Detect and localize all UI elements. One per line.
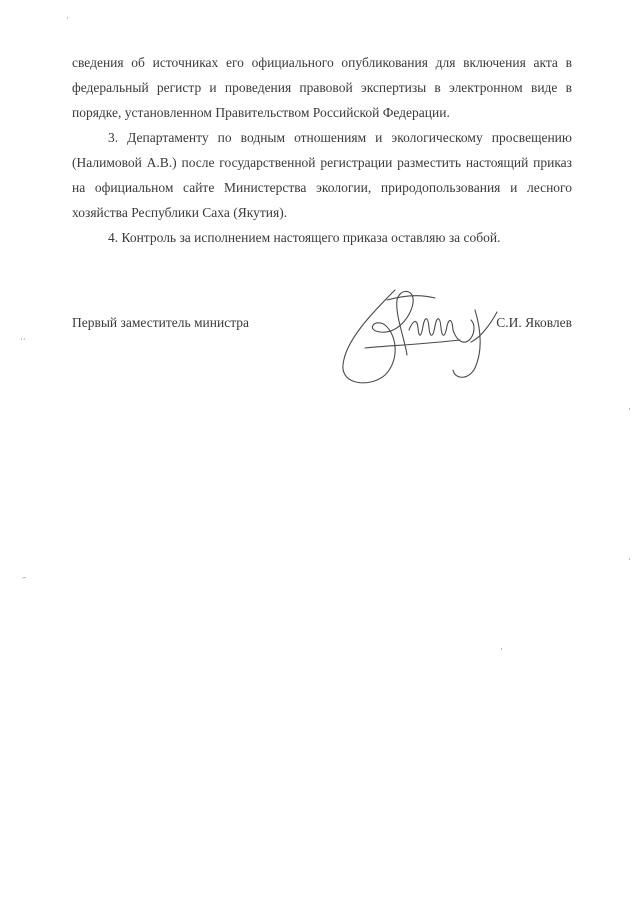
signatory-name: С.И. Яковлев: [496, 315, 572, 330]
paragraph-4: 4. Контроль за исполнением настоящего приказа оставляю за собой.: [108, 230, 501, 245]
scan-speck: ·: [500, 645, 503, 655]
scan-speck: ·: [628, 555, 631, 565]
scan-speck: ·: [628, 405, 631, 415]
document-body: [72, 50, 572, 250]
paragraph-continued: сведения об источниках его официального опубликования для включения акта в федеральный регистр и проведения правовой экспертизы в электронном виде в порядке, установленном Правительством Российской Федерации.: [72, 55, 572, 120]
signature-stroke: [409, 319, 453, 336]
signature-stroke: [471, 312, 497, 342]
scan-speck: ·: [66, 14, 69, 24]
paragraph-3: 3. Департаменту по водным отношениям и экологическому просвещению (Налимовой А.В.) после государственной регистрации разместить настоящий приказ на официальном сайте Министерства экологии, природопользования и лесного хозяйства Республики Саха (Якутия).: [72, 130, 572, 220]
scan-speck: –: [22, 573, 27, 583]
signature-stroke: [365, 340, 460, 348]
signature-stroke: [453, 310, 480, 377]
signature-stroke: [453, 320, 474, 342]
signatory-title: Первый заместитель министра: [72, 315, 250, 330]
signature-stroke: [387, 296, 435, 300]
signature-stroke: [343, 290, 413, 383]
scan-speck: ··: [20, 335, 26, 345]
handwritten-signature: [325, 280, 515, 395]
